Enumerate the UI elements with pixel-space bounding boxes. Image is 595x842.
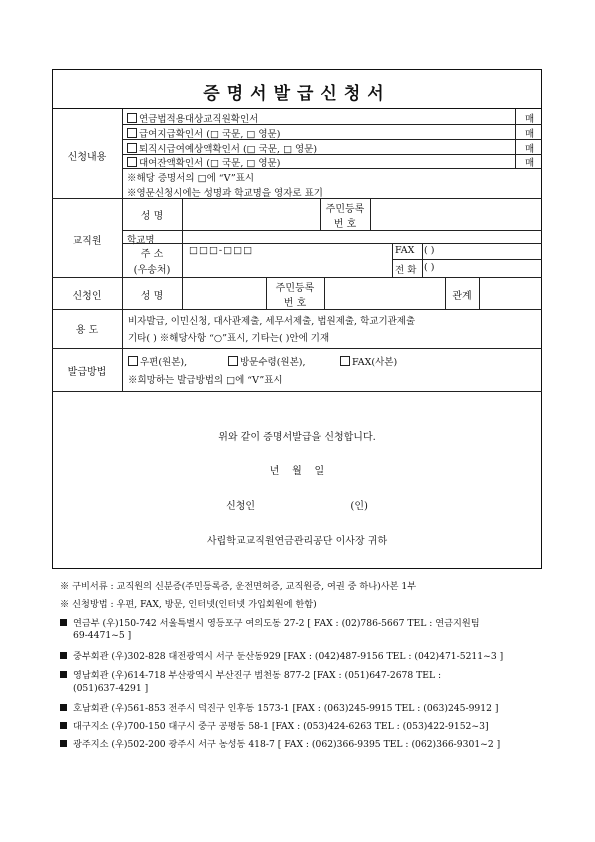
staff-section-label: 교직원	[72, 236, 102, 247]
phone-field[interactable]: ( )	[424, 262, 435, 273]
applicant-rrn-label-2: 번 호	[283, 298, 307, 309]
bullet-icon	[60, 671, 67, 678]
office-entry-continued: (051)637-4291 ]	[73, 683, 149, 694]
checkbox[interactable]	[228, 356, 238, 366]
office-entry: 대구지소 (우)700-150 대구시 중구 공평동 58-1 [FAX : (053)424-6263 TEL : (053)422-9152~3]	[60, 718, 489, 732]
office-entry: 연금부 (우)150-742 서울특별시 영등포구 여의도동 27-2 [ FAX : (02)786-5667 TEL : 연금지원팀	[60, 615, 480, 629]
checkbox[interactable]	[127, 113, 137, 123]
bullet-icon	[60, 740, 67, 747]
office-entry-continued: 69-4471~5 ]	[73, 630, 132, 641]
purpose-section-label: 용 도	[75, 325, 99, 336]
fax-label: FAX	[395, 245, 415, 256]
content-item-4[interactable]: 대여잔액확인서 (□ 국문, □ 영문)	[127, 155, 280, 169]
checkbox[interactable]	[340, 356, 350, 366]
content-note-1: ※해당 증명서의 □에 “V”표시	[127, 173, 255, 184]
staff-address-label-1: 주 소	[140, 249, 164, 260]
bullet-icon	[60, 722, 67, 729]
staff-name-label: 성 명	[140, 211, 164, 222]
applicant-rrn-label-1: 주민등록	[275, 283, 315, 294]
content-item-1[interactable]: 연금법적용대상교직원확인서	[127, 111, 258, 125]
applicant-signature[interactable]: 신청인 (인)	[226, 501, 368, 512]
unit-label: 매	[525, 114, 535, 125]
staff-address-label-2: (우송처)	[133, 265, 171, 276]
staff-school-label: 학교명	[127, 235, 155, 246]
office-entry: 영남회관 (우)614-718 부산광역시 부산진구 범천동 877-2 [FAX : (051)647-2678 TEL :	[60, 667, 441, 681]
checkbox[interactable]	[127, 143, 137, 153]
postcode-field[interactable]: □□□-□□□	[189, 245, 254, 256]
purpose-options[interactable]: 비자발급, 이민신청, 대사관제출, 세무서제출, 법원제출, 학교기관제출	[128, 316, 416, 327]
method-visit-option[interactable]: 방문수령(원본),	[228, 354, 306, 368]
staff-rrn-label-2: 번 호	[333, 219, 357, 230]
bullet-icon	[60, 704, 67, 711]
required-documents-note: ※ 구비서류 : 교직원의 신분증(주민등록증, 운전면허증, 교직원증, 여권 중 하나)사본 1부	[60, 581, 417, 592]
unit-column-divider	[515, 109, 516, 168]
declaration-statement: 위와 같이 증명서발급을 신청합니다.	[218, 432, 376, 443]
method-section-label: 발급방법	[67, 367, 107, 378]
content-item-2[interactable]: 급여지급확인서 (□ 국문, □ 영문)	[127, 126, 280, 140]
bullet-icon	[60, 652, 67, 659]
title-row	[52, 69, 542, 109]
office-entry: 중부회관 (우)302-828 대전광역시 서구 둔산동929 [FAX : (042)487-9156 TEL : (042)471-5211~3 ]	[60, 648, 503, 662]
content-item-3[interactable]: 퇴직시급여예상액확인서 (□ 국문, □ 영문)	[127, 141, 317, 155]
relation-label: 관계	[452, 291, 472, 302]
unit-label: 매	[525, 144, 535, 155]
office-entry: 호남회관 (우)561-853 전주시 덕진구 인후동 1573-1 [FAX : (063)245-9915 TEL : (063)245-9912 ]	[60, 700, 498, 714]
unit-label: 매	[525, 158, 535, 169]
purpose-other[interactable]: 기타( ) ※해당사항 “○”표시, 기타는( )안에 기재	[128, 333, 330, 344]
staff-rrn-label-1: 주민등록	[325, 204, 365, 215]
method-fax-option[interactable]: FAX(사본)	[340, 354, 397, 368]
checkbox[interactable]	[127, 128, 137, 138]
bullet-icon	[60, 619, 67, 626]
unit-label: 매	[525, 129, 535, 140]
content-section-label: 신청내용	[67, 152, 107, 163]
applicant-section-label: 신청인	[72, 291, 102, 302]
application-date[interactable]: 년 월 일	[269, 466, 325, 477]
method-note: ※희망하는 발급방법의 □에 “V”표시	[128, 375, 283, 386]
application-methods-note: ※ 신청방법 : 우편, FAX, 방문, 인터넷(인터넷 가입회원에 한함)	[60, 599, 317, 610]
applicant-name-label: 성 명	[140, 291, 164, 302]
method-mail-option[interactable]: 우편(원본),	[128, 354, 187, 368]
office-entry: 광주지소 (우)502-200 광주시 서구 농성동 418-7 [ FAX : (062)366-9395 TEL : (062)366-9301~2 ]	[60, 736, 500, 750]
fax-field[interactable]: ( )	[424, 245, 435, 256]
recipient-line: 사립학교교직원연금관리공단 이사장 귀하	[206, 536, 388, 547]
phone-label: 전 화	[395, 265, 417, 276]
checkbox[interactable]	[127, 157, 137, 167]
form-title: 증명서발급신청서	[203, 84, 391, 104]
checkbox[interactable]	[128, 356, 138, 366]
content-note-2: ※영문신청시에는 성명과 학교명을 영자로 표기	[127, 188, 323, 199]
